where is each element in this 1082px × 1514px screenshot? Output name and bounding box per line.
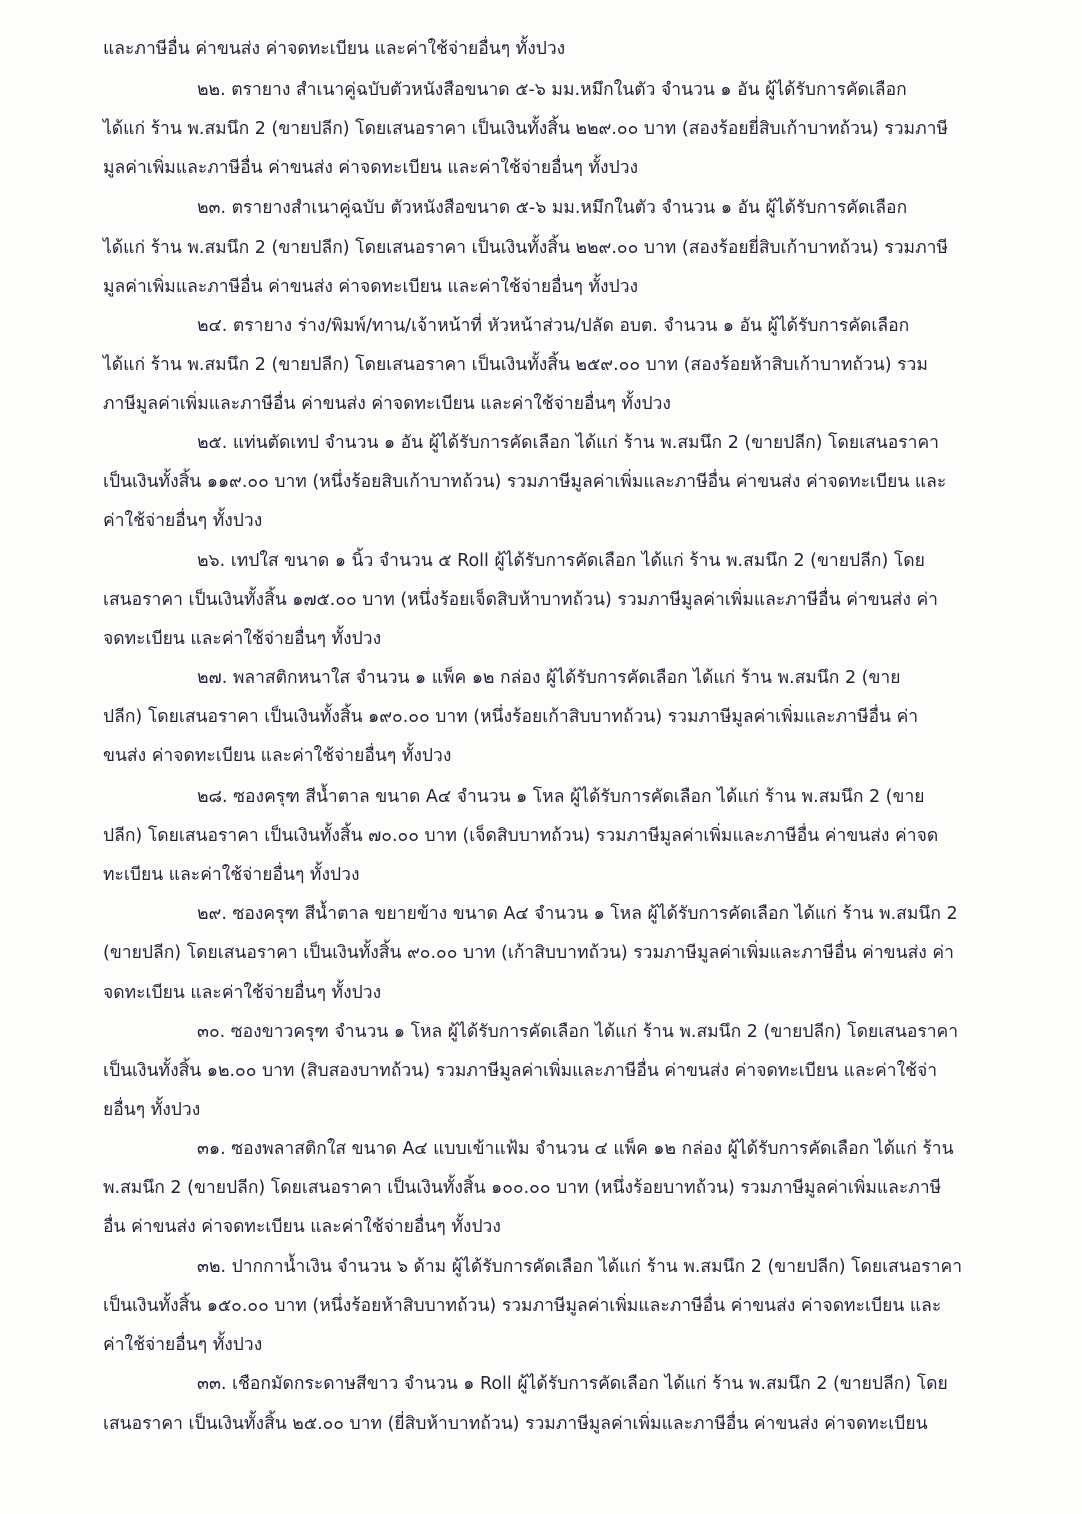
text-line: มูลค่าเพิ่มและภาษีอื่น ค่าขนส่ง ค่าจดทะเบียน และค่าใช้จ่ายอื่นๆ ทั้งปวง (103, 277, 639, 297)
text-line: ได้แก่ ร้าน พ.สมนึก 2 (ขายปลีก) โดยเสนอราคา เป็นเงินทั้งสิ้น ๒๒๙.๐๐ บาท (สองร้อยยี่สิบเก้าบาทถ้วน) รวมภาษี (103, 238, 948, 258)
text-line: ๒๕. แท่นตัดเทป จำนวน ๑ อัน ผู้ได้รับการคัดเลือก ได้แก่ ร้าน พ.สมนึก 2 (ขายปลีก) โดยเสนอราคา (197, 433, 939, 453)
text-line: จดทะเบียน และค่าใช้จ่ายอื่นๆ ทั้งปวง (103, 629, 382, 649)
text-line: เสนอราคา เป็นเงินทั้งสิ้น ๒๕.๐๐ บาท (ยี่สิบห้าบาทถ้วน) รวมภาษีมูลค่าเพิ่มและภาษีอื่น ค่าขนส่ง ค่าจดทะเบียน (103, 1414, 928, 1434)
text-line: ค่าใช้จ่ายอื่นๆ ทั้งปวง (103, 511, 263, 531)
text-line: ปลีก) โดยเสนอราคา เป็นเงินทั้งสิ้น ๗๐.๐๐ บาท (เจ็ดสิบบาทถ้วน) รวมภาษีมูลค่าเพิ่มและภาษีอื่น ค่าขนส่ง ค่าจด (103, 826, 939, 846)
text-line: พ.สมนึก 2 (ขายปลีก) โดยเสนอราคา เป็นเงินทั้งสิ้น ๑๐๐.๐๐ บาท (หนึ่งร้อยบาทถ้วน) รวมภาษีมูลค่าเพิ่มและภาษี (103, 1178, 942, 1198)
text-line: (ขายปลีก) โดยเสนอราคา เป็นเงินทั้งสิ้น ๙๐.๐๐ บาท (เก้าสิบบาทถ้วน) รวมภาษีมูลค่าเพิ่มและภาษีอื่น ค่าขนส่ง ค่า (103, 943, 954, 963)
text-line: และภาษีอื่น ค่าขนส่ง ค่าจดทะเบียน และค่าใช้จ่ายอื่นๆ ทั้งปวง (103, 39, 566, 59)
text-line: ๒๓. ตรายางสำเนาคู่ฉบับ ตัวหนังสือขนาด ๕-๖ มม.หมึกในตัว จำนวน ๑ อัน ผู้ได้รับการคัดเลือก (197, 198, 908, 218)
text-line: จดทะเบียน และค่าใช้จ่ายอื่นๆ ทั้งปวง (103, 983, 382, 1003)
text-line: เป็นเงินทั้งสิ้น ๑๑๙.๐๐ บาท (หนึ่งร้อยสิบเก้าบาทถ้วน) รวมภาษีมูลค่าเพิ่มและภาษีอื่น ค่าขนส่ง ค่าจดทะเบียน และ (103, 472, 947, 492)
text-line: อื่น ค่าขนส่ง ค่าจดทะเบียน และค่าใช้จ่ายอื่นๆ ทั้งปวง (103, 1217, 501, 1237)
text-line: เป็นเงินทั้งสิ้น ๑๕๐.๐๐ บาท (หนึ่งร้อยห้าสิบบาทถ้วน) รวมภาษีมูลค่าเพิ่มและภาษีอื่น ค่าขนส่ง ค่าจดทะเบียน และ (103, 1296, 942, 1316)
text-line: ๒๖. เทปใส ขนาด ๑ นิ้ว จำนวน ๕ Roll ผู้ได้รับการคัดเลือก ได้แก่ ร้าน พ.สมนึก 2 (ขายปลีก) โดย (197, 551, 925, 571)
text-line: ๒๗. พลาสติกหนาใส จำนวน ๑ แพ็ค ๑๒ กล่อง ผู้ได้รับการคัดเลือก ได้แก่ ร้าน พ.สมนึก 2 (ขาย (197, 668, 901, 688)
text-line: เสนอราคา เป็นเงินทั้งสิ้น ๑๗๕.๐๐ บาท (หนึ่งร้อยเจ็ดสิบห้าบาทถ้วน) รวมภาษีมูลค่าเพิ่มและภาษีอื่น ค่าขนส่ง ค่า (103, 590, 938, 610)
text-line: ๒๘. ซองครุฑ สีน้ำตาล ขนาด A๔ จำนวน ๑ โหล ผู้ได้รับการคัดเลือก ได้แก่ ร้าน พ.สมนึก 2 (ขาย (197, 787, 925, 807)
text-line: ๓๑. ซองพลาสติกใส ขนาด A๔ แบบเข้าแฟ้ม จำนวน ๔ แพ็ค ๑๒ กล่อง ผู้ได้รับการคัดเลือก ได้แก่ ร้าน (197, 1139, 954, 1159)
text-line: ๓๒. ปากกาน้ำเงิน จำนวน ๖ ด้าม ผู้ได้รับการคัดเลือก ได้แก่ ร้าน พ.สมนึก 2 (ขายปลีก) โดยเสนอราคา (197, 1257, 963, 1277)
text-line: ภาษีมูลค่าเพิ่มและภาษีอื่น ค่าขนส่ง ค่าจดทะเบียน และค่าใช้จ่ายอื่นๆ ทั้งปวง (103, 394, 671, 414)
text-line: ทะเบียน และค่าใช้จ่ายอื่นๆ ทั้งปวง (103, 865, 360, 885)
text-line: ๒๙. ซองครุฑ สีน้ำตาล ขยายข้าง ขนาด A๔ จำนวน ๑ โหล ผู้ได้รับการคัดเลือก ได้แก่ ร้าน พ.สมนึก 2 (197, 904, 958, 924)
text-line: ได้แก่ ร้าน พ.สมนึก 2 (ขายปลีก) โดยเสนอราคา เป็นเงินทั้งสิ้น ๒๒๙.๐๐ บาท (สองร้อยยี่สิบเก้าบาทถ้วน) รวมภาษี (103, 119, 948, 139)
text-line: ๓๓. เชือกมัดกระดาษสีขาว จำนวน ๑ Roll ผู้ได้รับการคัดเลือก ได้แก่ ร้าน พ.สมนึก 2 (ขายปลีก) โดย (197, 1374, 948, 1394)
text-line: ๓๐. ซองขาวครุฑ จำนวน ๑ โหล ผู้ได้รับการคัดเลือก ได้แก่ ร้าน พ.สมนึก 2 (ขายปลีก) โดยเสนอราคา (197, 1022, 959, 1042)
text-line: ได้แก่ ร้าน พ.สมนึก 2 (ขายปลีก) โดยเสนอราคา เป็นเงินทั้งสิ้น ๒๕๙.๐๐ บาท (สองร้อยห้าสิบเก้าบาทถ้วน) รวม (103, 355, 928, 375)
text-line: ๒๒. ตรายาง สำเนาคู่ฉบับตัวหนังสือขนาด ๕-๖ มม.หมึกในตัว จำนวน ๑ อัน ผู้ได้รับการคัดเลือก (197, 80, 907, 100)
text-line: ๒๔. ตรายาง ร่าง/พิมพ์/ทาน/เจ้าหน้าที่ หัวหน้าส่วน/ปลัด อบต. จำนวน ๑ อัน ผู้ได้รับการคัดเลือก (197, 316, 910, 336)
text-line: ปลีก) โดยเสนอราคา เป็นเงินทั้งสิ้น ๑๙๐.๐๐ บาท (หนึ่งร้อยเก้าสิบบาทถ้วน) รวมภาษีมูลค่าเพิ่มและภาษีอื่น ค่า (103, 707, 919, 727)
text-line: ค่าใช้จ่ายอื่นๆ ทั้งปวง (103, 1335, 263, 1355)
text-line: เป็นเงินทั้งสิ้น ๑๒.๐๐ บาท (สิบสองบาทถ้วน) รวมภาษีมูลค่าเพิ่มและภาษีอื่น ค่าขนส่ง ค่าจดทะเบียน และค่าใช้จ่า (103, 1061, 938, 1081)
text-line: มูลค่าเพิ่มและภาษีอื่น ค่าขนส่ง ค่าจดทะเบียน และค่าใช้จ่ายอื่นๆ ทั้งปวง (103, 158, 639, 178)
text-line: ยอื่นๆ ทั้งปวง (103, 1100, 201, 1120)
text-line: ขนส่ง ค่าจดทะเบียน และค่าใช้จ่ายอื่นๆ ทั้งปวง (103, 746, 452, 766)
